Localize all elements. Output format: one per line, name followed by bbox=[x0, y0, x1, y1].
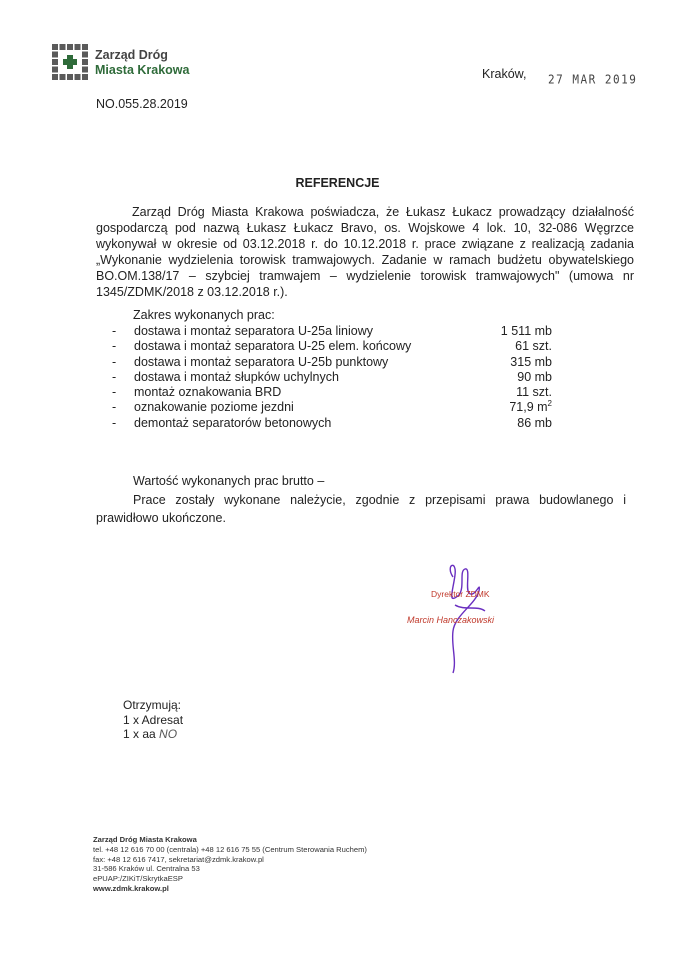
scope-item-quantity-value: 11 szt. bbox=[516, 385, 552, 400]
scope-item-quantity bbox=[516, 385, 552, 400]
closing-paragraph bbox=[96, 491, 626, 527]
scope-item-quantity-value: 71,9 m bbox=[509, 400, 548, 415]
body-paragraph bbox=[96, 204, 634, 300]
org-name-line1: Zarząd Dróg bbox=[95, 48, 168, 62]
document-title: REFERENCJE bbox=[295, 176, 380, 190]
stamp-title: Dyrektor ZDMK bbox=[431, 589, 490, 599]
scope-item-description: dostawa i montaż separatora U-25a liniowy bbox=[134, 324, 374, 338]
scope-item-dash: - bbox=[112, 400, 117, 415]
scope-item-quantity bbox=[517, 416, 552, 431]
scope-item bbox=[112, 416, 552, 431]
scope-item-description: dostawa i montaż separatora U-25b punktowy bbox=[134, 354, 389, 369]
scope-item-dash: - bbox=[112, 339, 117, 354]
recipient-2-suffix: NO bbox=[159, 727, 178, 741]
value-line: Wartość wykonanych prac brutto – bbox=[133, 474, 325, 488]
date-stamp: 27 MAR 2019 bbox=[548, 72, 638, 87]
scope-item bbox=[112, 324, 552, 339]
scope-title: Zakres wykonanych prac: bbox=[133, 308, 275, 322]
closing-text: Prace zostały wykonane należycie, zgodnie z przepisami prawa budowlanego i prawidłowo ukończone. bbox=[96, 493, 626, 525]
scope-item-dash: - bbox=[112, 369, 117, 384]
scope-item bbox=[112, 385, 552, 400]
scope-item-quantity bbox=[510, 355, 552, 370]
scope-item-quantity bbox=[515, 339, 552, 354]
stamp-name: Marcin Hanczakowski bbox=[407, 615, 495, 625]
scope-item bbox=[112, 400, 552, 415]
scope-item-quantity-value: 1 511 mb bbox=[500, 324, 552, 338]
footer-fax: fax: +48 12 616 7417, sekretariat@zdmk.krakow.pl bbox=[93, 854, 264, 864]
scope-item-quantity bbox=[509, 400, 552, 415]
scope-item-description: demontaż separatorów betonowych bbox=[134, 415, 332, 430]
footer-epuap: ePUAP:/ZIKiT/SkrytkaESP bbox=[93, 874, 183, 884]
body-text: Zarząd Dróg Miasta Krakowa poświadcza, że Łukasz Łukacz prowadzący działalność gospodarczą pod nazwą Łukasz Łukacz Bravo, os. Wojskowe 4 lok. 10, 32-086 Węgrzce wykonywał w okresie od 03.12.2018 r. do 10.12.2018 r. prace związane z realizacją zadania „Wykonanie wydzielenia torowisk tramwajowych. Zadanie w ramach budżetu obywatelskiego BO.OM.138/17 – szybciej tramwajem – wydzielenie torowisk tramwajowych" (umowa nr 1345/ZDMK/2018 z 03.12.2018 r.). bbox=[96, 205, 634, 299]
scope-item-description: dostawa i montaż separatora U-25 elem. końcowy bbox=[134, 339, 412, 354]
scope-item-quantity-value: 90 mb bbox=[517, 369, 552, 384]
recipient-1: 1 x Adresat bbox=[123, 712, 184, 727]
org-name bbox=[95, 48, 189, 78]
scope-item-description: dostawa i montaż słupków uchylnych bbox=[134, 369, 339, 384]
recipient-2 bbox=[123, 727, 183, 742]
scope-item bbox=[112, 370, 552, 385]
scope-item-quantity-value: 61 szt. bbox=[515, 339, 552, 354]
city-label: Kraków, bbox=[482, 67, 527, 81]
scope-item-dash: - bbox=[112, 354, 117, 369]
recipients bbox=[123, 698, 183, 742]
footer-org: Zarząd Dróg Miasta Krakowa bbox=[93, 835, 197, 844]
scope-list bbox=[112, 324, 552, 431]
scope-item bbox=[112, 355, 552, 370]
scope-item-dash: - bbox=[112, 324, 117, 338]
zdmk-logo-icon bbox=[52, 44, 88, 80]
footer-tel: tel. +48 12 616 70 00 (centrala) +48 12 616 75 55 (Centrum Sterowania Ruchem) bbox=[93, 844, 367, 854]
org-name-line2: Miasta Krakowa bbox=[95, 63, 190, 77]
footer-address: 31-586 Kraków ul. Centralna 53 bbox=[93, 864, 200, 874]
signature-stamp bbox=[395, 545, 535, 675]
scope-item-quantity bbox=[501, 324, 552, 339]
footer bbox=[93, 835, 367, 894]
scope-item-description: oznakowanie poziome jezdni bbox=[134, 400, 294, 415]
footer-website[interactable]: www.zdmk.krakow.pl bbox=[93, 883, 169, 893]
scope-item-description: montaż oznakowania BRD bbox=[134, 385, 282, 400]
scope-item-dash: - bbox=[112, 385, 117, 400]
recipient-2-prefix: 1 x aa bbox=[123, 727, 156, 741]
reference-number: NO.055.28.2019 bbox=[96, 97, 188, 111]
scope-item-dash: - bbox=[112, 415, 117, 430]
scope-item-quantity-value: 86 mb bbox=[517, 415, 552, 430]
scope-item-quantity-value: 315 mb bbox=[510, 354, 552, 369]
recipients-title: Otrzymują: bbox=[123, 698, 182, 712]
scope-item-quantity bbox=[517, 370, 552, 385]
scope-item bbox=[112, 339, 552, 354]
scope-item-quantity-superscript: 2 bbox=[547, 399, 552, 409]
